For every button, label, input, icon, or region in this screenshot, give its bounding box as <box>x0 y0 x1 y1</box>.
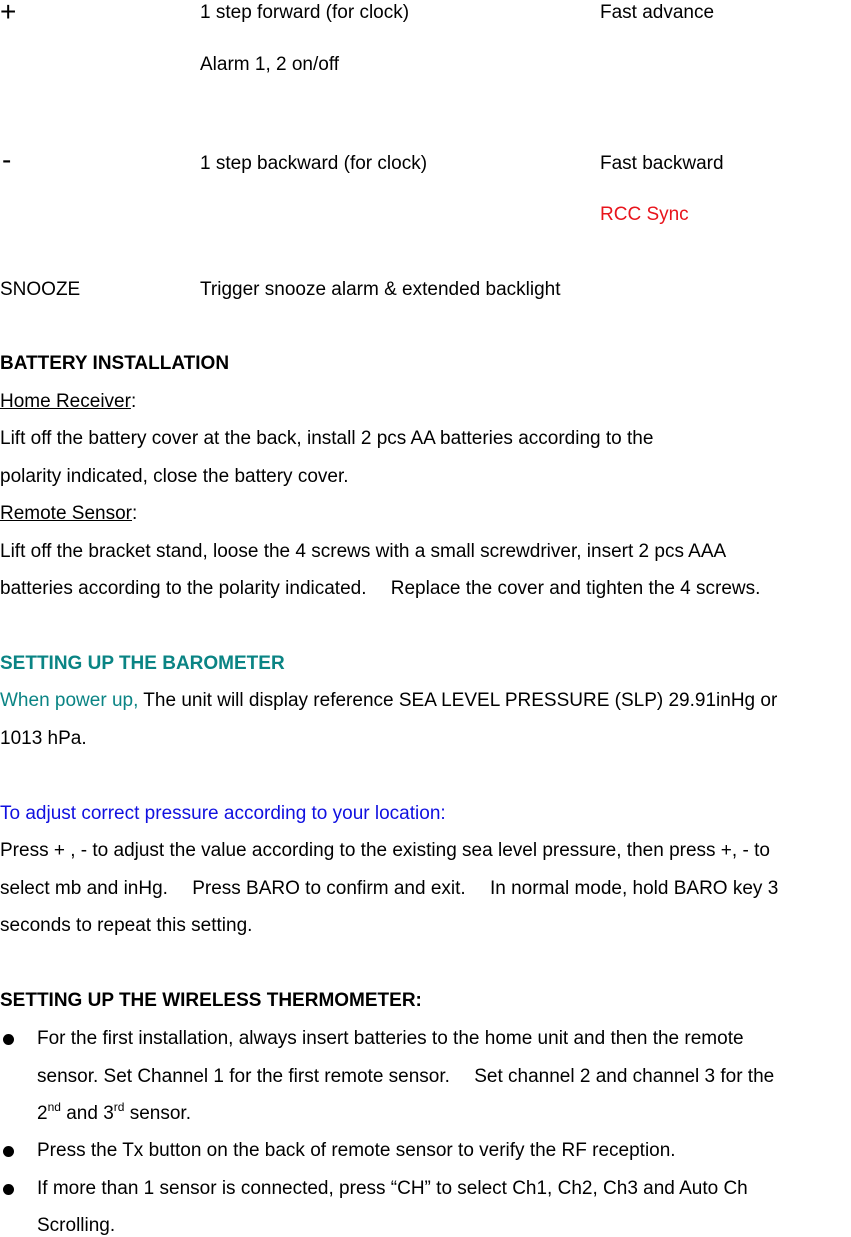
remote-sensor-subheading <box>0 503 137 525</box>
home-receiver-line-2: polarity indicated, close the battery cover. <box>0 466 349 487</box>
adjust-line-2: select mb and inHg. Press BARO to confirm and exit. In normal mode, hold BARO key 3 <box>0 878 779 899</box>
remote-sensor-line-2: batteries according to the polarity indicated. Replace the cover and tighten the 4 screws. <box>0 578 761 599</box>
thermo-bullet-3-line-2: Scrolling. <box>37 1215 116 1236</box>
ordinal-suffix-rd: rd <box>113 1100 125 1114</box>
remote-sensor-line-1: Lift off the bracket stand, loose the 4 screws with a small screwdriver, insert 2 pcs AAA <box>0 541 727 562</box>
thermo-bullet-1-line-2: sensor. Set Channel 1 for the first remote sensor. Set channel 2 and channel 3 for the <box>37 1066 775 1087</box>
thermometer-heading: SETTING UP THE WIRELESS THERMOMETER: <box>0 990 422 1011</box>
plus-hold-1: Fast advance <box>600 2 715 23</box>
barometer-intro-line-1 <box>0 690 777 712</box>
thermo-bullet-2: Press the Tx button on the back of remote sensor to verify the RF reception. <box>37 1140 676 1161</box>
thermo-bullet-3-line-1: If more than 1 sensor is connected, press “CH” to select Ch1, Ch2, Ch3 and Auto Ch <box>37 1178 748 1199</box>
barometer-intro-rest: The unit will display reference SEA LEVEL PRESSURE (SLP) 29.91inHg or <box>138 690 778 711</box>
home-receiver-line-1: Lift off the battery cover at the back, install 2 pcs AA batteries according to the <box>0 428 654 449</box>
remote-sensor-label: Remote Sensor <box>0 503 133 524</box>
minus-hold-1: Fast backward <box>600 153 724 174</box>
bullet-dot-icon <box>3 1184 14 1195</box>
plus-key-symbol: + <box>0 0 17 27</box>
remote-sensor-colon: : <box>132 503 138 524</box>
plus-function-2: Alarm 1, 2 on/off <box>200 54 340 75</box>
ordinal-suffix-nd: nd <box>47 1100 61 1114</box>
minus-hold-2: RCC Sync <box>600 204 689 225</box>
bullet-dot-icon <box>3 1146 14 1157</box>
home-receiver-subheading <box>0 391 136 413</box>
plus-function-1: 1 step forward (for clock) <box>200 2 410 23</box>
snooze-key-label: SNOOZE <box>0 279 81 300</box>
barometer-intro-line-2: 1013 hPa. <box>0 728 87 749</box>
adjust-pressure-heading: To adjust correct pressure according to your location: <box>0 803 446 824</box>
home-receiver-label: Home Receiver <box>0 391 131 412</box>
minus-key-symbol: - <box>2 144 12 175</box>
home-receiver-colon: : <box>130 391 137 412</box>
minus-function-1: 1 step backward (for clock) <box>200 153 428 174</box>
barometer-intro-colored: When power up, <box>0 690 139 711</box>
barometer-heading: SETTING UP THE BAROMETER <box>0 653 285 674</box>
sensor-word: sensor. <box>124 1103 191 1124</box>
snooze-function: Trigger snooze alarm & extended backlight <box>200 279 561 300</box>
adjust-line-1: Press + , - to adjust the value according to the existing sea level pressure, then press +, - to <box>0 840 770 861</box>
ordinal-3: and 3 <box>60 1103 114 1124</box>
thermo-bullet-1-line-3 <box>37 1100 191 1125</box>
bullet-dot-icon <box>3 1034 14 1045</box>
adjust-line-3: seconds to repeat this setting. <box>0 915 253 936</box>
battery-heading: BATTERY INSTALLATION <box>0 353 230 374</box>
thermo-bullet-1-line-1: For the first installation, always insert batteries to the home unit and then the remote <box>37 1028 744 1049</box>
ordinal-2: 2 <box>37 1103 48 1124</box>
